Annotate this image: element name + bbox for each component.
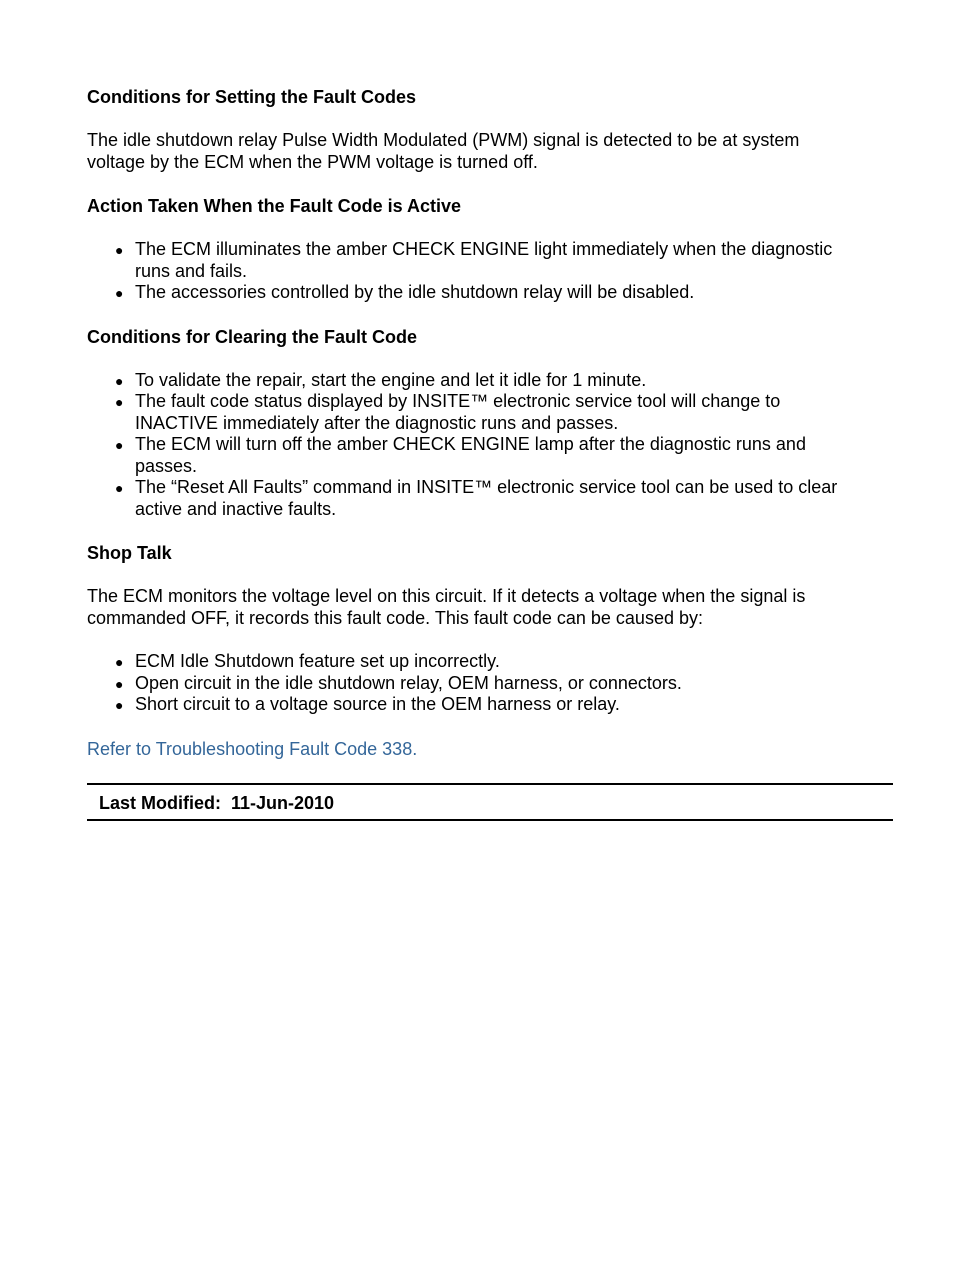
document-body [87, 86, 893, 760]
action-list [87, 239, 893, 304]
bullet-icon: ● [115, 372, 124, 389]
heading-shop-talk: Shop Talk [87, 543, 172, 563]
paragraph-line: The idle shutdown relay Pulse Width Modulated (PWM) signal is detected to be at system [87, 130, 800, 150]
list-item: ● The ECM illuminates the amber CHECK ENGINE light immediately when the diagnostic runs and fails. [115, 239, 833, 281]
list-item: ● The “Reset All Faults” command in INSITE™ electronic service tool can be used to clear active and inactive faults. [115, 477, 838, 519]
bullet-icon: ● [115, 437, 124, 453]
setting-conditions-paragraph [87, 130, 893, 173]
list-item: ● Short circuit to a voltage source in the OEM harness or relay. [135, 694, 893, 716]
clearing-list [87, 370, 893, 521]
bullet-icon: ● [115, 480, 124, 496]
bullet-icon: ● [115, 285, 124, 301]
troubleshooting-link[interactable]: Refer to Troubleshooting Fault Code 338. [87, 738, 418, 759]
footer-bar [87, 783, 893, 821]
bullet-icon: ● [115, 242, 124, 258]
list-item: ● Open circuit in the idle shutdown relay, OEM harness, or connectors. [135, 673, 893, 695]
bullet-icon: ● [115, 394, 124, 410]
paragraph-line: The ECM monitors the voltage level on this circuit. If it detects a voltage when the signal is [87, 586, 806, 606]
heading-setting-conditions: Conditions for Setting the Fault Codes [87, 87, 416, 107]
heading-action-taken: Action Taken When the Fault Code is Active [87, 196, 462, 216]
paragraph-line: voltage by the ECM when the PWM voltage is turned off. [87, 151, 538, 172]
bullet-icon: ● [115, 697, 124, 713]
bullet-icon: ● [115, 675, 124, 692]
shop-talk-paragraph [87, 586, 893, 629]
list-item: ● To validate the repair, start the engine and let it idle for 1 minute. [135, 370, 893, 392]
heading-clearing-conditions: Conditions for Clearing the Fault Code [87, 326, 417, 347]
list-item: ● The ECM will turn off the amber CHECK ENGINE lamp after the diagnostic runs and passes. [115, 434, 806, 476]
last-modified-label: Last Modified: 11-Jun-2010 [99, 793, 335, 813]
list-item: ● ECM Idle Shutdown feature set up incorrectly. [135, 651, 893, 673]
list-item: ● The accessories controlled by the idle shutdown relay will be disabled. [135, 282, 893, 304]
bullet-icon: ● [115, 654, 124, 670]
paragraph-line: commanded OFF, it records this fault code. This fault code can be caused by: [87, 607, 703, 628]
shop-talk-list [87, 651, 893, 716]
list-item: ● The fault code status displayed by INSITE™ electronic service tool will change to INACTIVE immediately after the diagnostic runs and passes. [115, 391, 781, 433]
